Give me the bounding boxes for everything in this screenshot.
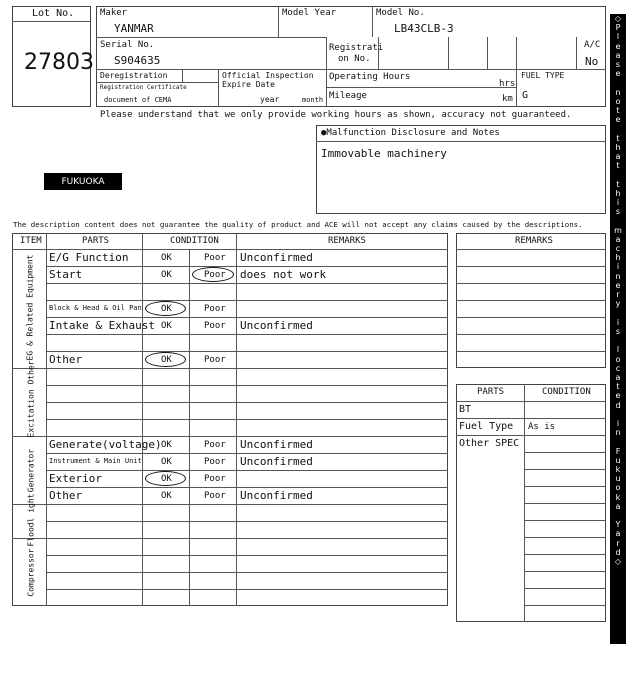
side-notice-char: o: [615, 483, 621, 493]
header-condition: CONDITION: [170, 236, 219, 246]
parts-row-line: [524, 486, 606, 487]
side-notice-char: e: [615, 115, 621, 125]
side-notice-char: h: [615, 142, 621, 152]
deregistration-label: Deregistration: [100, 71, 168, 80]
section-generator: Generator: [26, 448, 36, 493]
side-notice-char: t: [616, 179, 620, 189]
fuel-type-label: FUEL TYPE: [521, 71, 565, 80]
condition-ok: OK: [161, 321, 172, 331]
side-notice-char: a: [615, 50, 621, 60]
ok-circle-mark: [145, 471, 186, 486]
side-notice-char: [617, 437, 620, 446]
right-other-spec: Other SPEC: [459, 438, 520, 449]
row-line: [46, 589, 448, 590]
side-notice-char: u: [615, 474, 621, 484]
part-label: Generate(voltage): [49, 438, 162, 451]
side-notice-char: e: [615, 41, 621, 51]
condition-ok: OK: [161, 440, 172, 450]
side-notice-char: n: [615, 428, 621, 438]
parts-row-line: [524, 469, 606, 470]
side-notice-char: [617, 410, 620, 419]
side-notice-char: ◇: [614, 14, 622, 23]
row-line: [46, 419, 448, 420]
side-notice-char: [617, 336, 620, 345]
side-notice-char: [617, 511, 620, 520]
side-notice-char: d: [615, 400, 621, 410]
working-hours-notice: Please understand that we only provide working hours as shown, accuracy not guaranteed.: [100, 110, 572, 120]
lot-label: Lot No.: [32, 8, 75, 19]
parts-row-line: [524, 571, 606, 572]
side-notice-char: n: [615, 87, 621, 97]
parts-row-line: [456, 401, 606, 402]
right-row-line: [456, 317, 606, 318]
right-remarks-header: REMARKS: [515, 236, 553, 246]
row-line: [46, 470, 448, 471]
side-notice-char: u: [615, 455, 621, 465]
condition-ok: OK: [161, 491, 172, 501]
row-line: [46, 487, 448, 488]
parts-row-line: [524, 452, 606, 453]
km-label: km: [502, 94, 513, 104]
side-notice-char: a: [615, 234, 621, 244]
condition-poor: Poor: [204, 270, 226, 280]
row-line: [46, 266, 448, 267]
right-row-line: [456, 300, 606, 301]
side-notice-char: e: [615, 391, 621, 401]
side-notice-char: t: [616, 133, 620, 143]
model-no-label: Model No.: [376, 8, 425, 18]
side-notice-char: h: [615, 188, 621, 198]
remark-text: does not work: [240, 268, 327, 281]
section-excitation: Excitation Other: [26, 360, 36, 438]
year-label: year: [260, 95, 280, 104]
right-row-line: [456, 351, 606, 352]
row-line: [46, 385, 448, 386]
side-notice-char: y: [615, 299, 621, 309]
condition-poor: Poor: [204, 491, 226, 501]
fuel-type-value: G: [522, 90, 529, 101]
malfunction-text: Immovable machinery: [321, 147, 447, 160]
side-notice-char: n: [615, 271, 621, 281]
condition-poor: Poor: [204, 440, 226, 450]
model-year-label: Model Year: [282, 8, 337, 18]
mileage-label: Mileage: [329, 91, 367, 101]
side-notice-char: i: [616, 418, 620, 428]
ok-circle-mark: [145, 352, 186, 367]
hrs-label: hrs: [499, 79, 516, 89]
disclaimer: The description content does not guarantee the quality of product and ACE will not accept any claims caused by the descriptions.: [13, 220, 583, 229]
model-no-value: LB43CLB-3: [394, 22, 454, 35]
yard-badge: FUKUOKA: [44, 173, 122, 190]
registration-certificate-label: Registration Certificate: [100, 84, 187, 91]
maker-label: Maker: [100, 8, 128, 18]
inspection-label-1: Official Inspection: [222, 71, 314, 80]
condition-ok: OK: [161, 304, 172, 314]
side-notice-char: e: [615, 69, 621, 79]
side-notice-char: s: [615, 207, 621, 217]
part-label: Intake & Exhaust: [49, 319, 155, 332]
serial-value: S904635: [114, 54, 161, 67]
side-notice: [610, 14, 626, 644]
registration-label-2: on No.: [338, 54, 371, 64]
condition-ok: OK: [161, 355, 172, 365]
side-notice-char: [617, 124, 620, 133]
part-label: Other: [49, 489, 83, 502]
poor-circle-mark: [192, 267, 234, 282]
right-row-line: [456, 266, 606, 267]
side-notice-char: l: [616, 32, 620, 42]
maker-value: YANMAR: [114, 22, 154, 35]
condition-poor: Poor: [204, 457, 226, 467]
part-label: Block & Head & Oil Pan: [49, 304, 142, 312]
row-line: [46, 351, 448, 352]
condition-ok: OK: [161, 270, 172, 280]
side-notice-char: r: [616, 538, 620, 548]
malfunction-title: ●Malfunction Disclosure and Notes: [321, 128, 500, 138]
parts-row-line: [456, 435, 606, 436]
parts-row-line: [524, 605, 606, 606]
side-notice-char: [617, 170, 620, 179]
row-line: [46, 521, 448, 522]
part-label: Exterior: [49, 472, 102, 485]
side-notice-char: t: [616, 161, 620, 171]
row-line: [46, 283, 448, 284]
side-notice-char: r: [616, 290, 620, 300]
side-notice-char: t: [616, 106, 620, 116]
side-notice-char: k: [615, 492, 621, 502]
condition-poor: Poor: [204, 304, 226, 314]
header-item: ITEM: [20, 236, 42, 246]
operating-hours-label: Operating Hours: [329, 72, 411, 82]
ok-circle-mark: [145, 301, 186, 316]
parts-row-line: [524, 588, 606, 589]
side-notice-char: o: [615, 354, 621, 364]
side-notice-char: a: [615, 529, 621, 539]
side-notice-char: o: [615, 96, 621, 106]
side-notice-char: [617, 78, 620, 87]
remark-text: Unconfirmed: [240, 455, 313, 468]
part-label: Instrument & Main Unit: [49, 457, 142, 465]
part-label: Other: [49, 353, 83, 366]
side-notice-char: h: [615, 253, 621, 263]
condition-ok: OK: [161, 457, 172, 467]
right-condition-header: CONDITION: [542, 387, 591, 397]
section-eg: EG & Related Equipment: [25, 254, 35, 361]
lot-value: 27803: [24, 50, 94, 75]
condition-ok: OK: [161, 253, 172, 263]
condition-ok: OK: [161, 474, 172, 484]
side-notice-char: c: [615, 363, 621, 373]
side-notice-char: F: [615, 446, 621, 456]
condition-poor: Poor: [204, 321, 226, 331]
header-remarks: REMARKS: [328, 236, 366, 246]
right-parts-header: PARTS: [477, 387, 505, 397]
row-line: [46, 555, 448, 556]
row-line: [46, 402, 448, 403]
side-notice-char: d: [615, 547, 621, 557]
side-notice-char: ◇: [614, 556, 622, 566]
condition-poor: Poor: [204, 474, 226, 484]
remark-text: Unconfirmed: [240, 319, 313, 332]
ac-label: A/C: [584, 40, 601, 50]
side-notice-char: e: [615, 280, 621, 290]
side-notice-char: k: [615, 464, 621, 474]
registration-label-1: Registrati: [329, 43, 384, 53]
side-notice-char: [617, 216, 620, 225]
side-notice-char: l: [616, 345, 620, 355]
right-row-line: [456, 283, 606, 284]
condition-poor: Poor: [204, 253, 226, 263]
parts-row-line: [524, 520, 606, 521]
month-label: month: [302, 96, 324, 104]
side-notice-char: i: [616, 317, 620, 327]
row-line: [46, 334, 448, 335]
row-line: [46, 317, 448, 318]
cema-label: document of CEMA: [104, 96, 172, 104]
condition-poor: Poor: [204, 355, 226, 365]
right-fuel-type: Fuel Type: [459, 421, 514, 432]
right-bt: BT: [459, 404, 472, 415]
side-notice-char: a: [615, 372, 621, 382]
parts-row-line: [524, 554, 606, 555]
section-floodlight: Floodl ight: [26, 493, 36, 547]
row-line: [46, 572, 448, 573]
row-line: [46, 453, 448, 454]
side-notice-char: a: [615, 152, 621, 162]
inspection-label-2: Expire Date: [222, 80, 275, 89]
side-notice-char: [617, 309, 620, 318]
remark-text: Unconfirmed: [240, 489, 313, 502]
side-notice-char: i: [616, 262, 620, 272]
parts-row-line: [524, 503, 606, 504]
side-notice-char: i: [616, 198, 620, 208]
ac-value: No: [585, 55, 599, 68]
side-notice-char: a: [615, 501, 621, 511]
side-notice-char: c: [615, 244, 621, 254]
part-label: E/G Function: [49, 251, 129, 264]
header-parts: PARTS: [82, 236, 110, 246]
side-notice-char: s: [615, 60, 621, 70]
right-fuel-type-value: As is: [528, 422, 556, 432]
side-notice-char: t: [616, 382, 620, 392]
remark-text: Unconfirmed: [240, 438, 313, 451]
parts-row-line: [456, 418, 606, 419]
right-row-line: [456, 334, 606, 335]
remark-text: Unconfirmed: [240, 251, 313, 264]
side-notice-char: m: [614, 225, 622, 235]
parts-row-line: [524, 537, 606, 538]
section-compressor: Compressor: [26, 548, 36, 597]
side-notice-char: Y: [615, 520, 621, 530]
side-notice-char: s: [615, 326, 621, 336]
part-label: Start: [49, 268, 83, 281]
side-notice-char: P: [615, 23, 621, 33]
row-line: [46, 300, 448, 301]
serial-label: Serial No.: [100, 40, 155, 50]
malfunction-box: [316, 125, 606, 214]
